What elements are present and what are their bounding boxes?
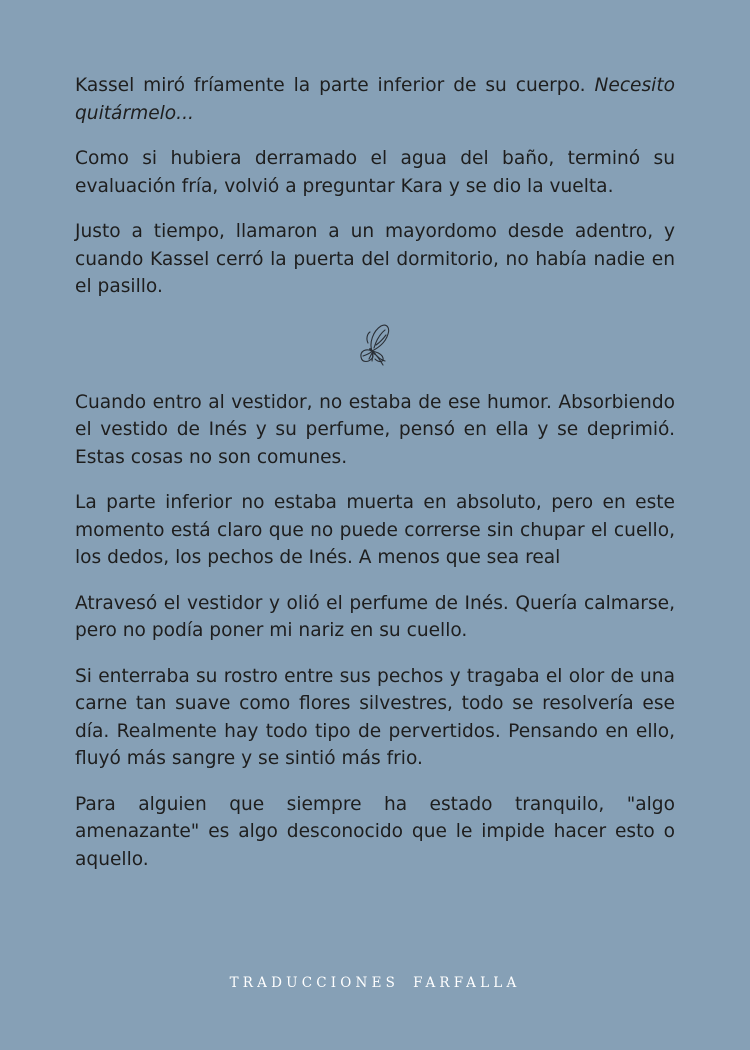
- paragraph-8: Para alguien que siempre ha estado tranquilo, "algo amenazante" es algo desconocido que le impide hacer esto o aquello.: [75, 793, 675, 870]
- paragraph-1: [75, 72, 675, 127]
- paragraph-7: Si enterraba su rostro entre sus pechos y tragaba el olor de una carne tan suave como flores silvestres, todo se resolvería ese día. Realmente hay todo tipo de pervertidos. Pensando en ello, fluyó más sangre y se sintió más frio.: [75, 665, 675, 769]
- section-divider: [75, 321, 675, 367]
- paragraph-3: Justo a tiempo, llamaron a un mayordomo desde adentro, y cuando Kassel cerró la puerta del dormitorio, no había nadie en el pasillo.: [75, 221, 675, 297]
- footer-word-1: TRADUCCIONES: [229, 975, 400, 991]
- paragraph-5: La parte inferior no estaba muerta en absoluto, pero en este momento está claro que no puede correrse sin chupar el cuello, los dedos, los pechos de Inés. A menos que sea real: [75, 492, 675, 568]
- footer-word-2: FARFALLA: [413, 975, 521, 991]
- paragraph-6: Atravesó el vestidor y olió el perfume de Inés. Quería calmarse, pero no podía poner mi nariz en su cuello.: [75, 592, 675, 641]
- paragraph-2: Como si hubiera derramado el agua del baño, terminó su evaluación fría, volvió a preguntar Kara y se dio la vuelta.: [75, 148, 675, 197]
- paragraph-1-text: Kassel miró fríamente la parte inferior de su cuerpo.: [75, 75, 595, 96]
- butterfly-icon: [355, 321, 395, 367]
- paragraph-4: Cuando entro al vestidor, no estaba de ese humor. Absorbiendo el vestido de Inés y su perfume, pensó en ella y se deprimió. Estas cosas no son comunes.: [75, 391, 675, 468]
- page-body: [75, 72, 675, 891]
- paragraph-1-italic: Necesito quitármelo...: [75, 75, 675, 124]
- page-footer: [0, 975, 750, 991]
